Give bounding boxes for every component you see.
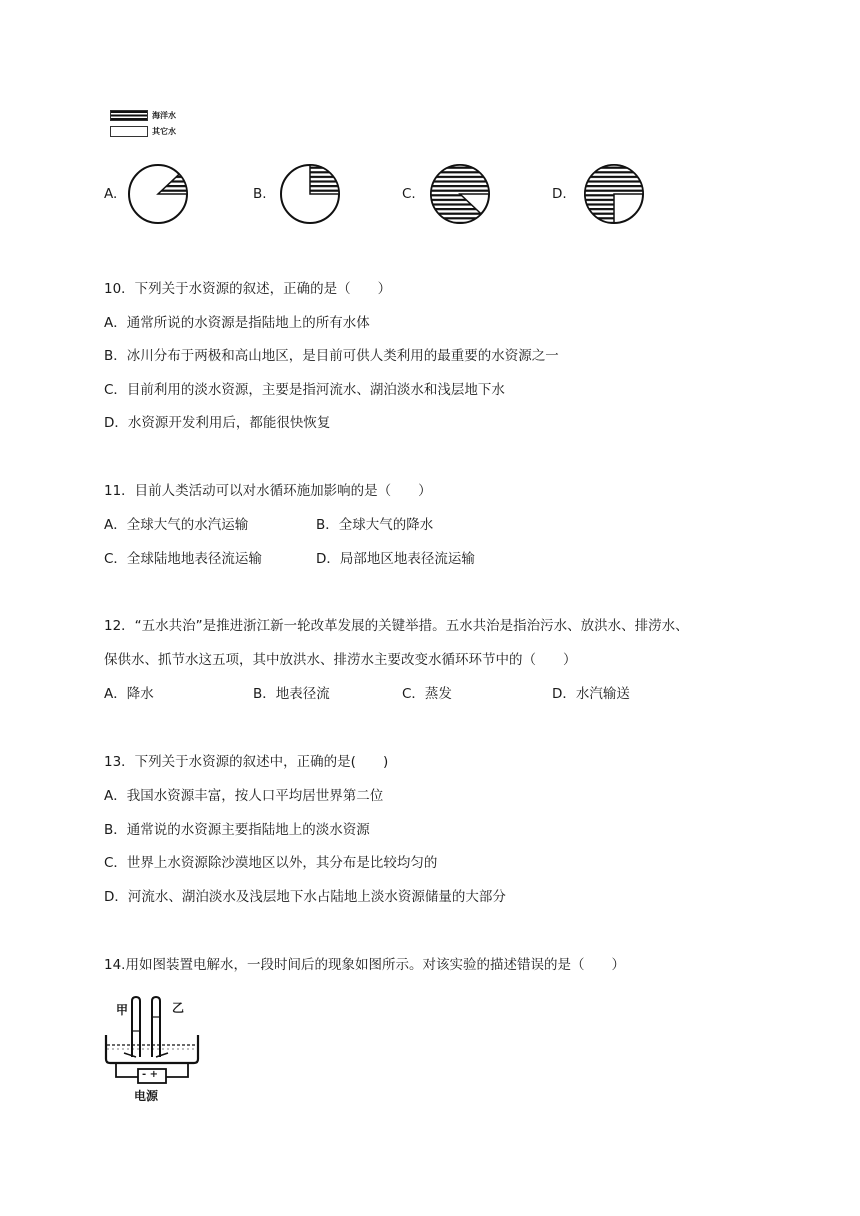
other-water-swatch bbox=[110, 126, 148, 137]
q12-option-b: B．地表径流 bbox=[253, 686, 330, 702]
power-signs: - + bbox=[142, 1069, 159, 1080]
ocean-water-sector bbox=[310, 165, 339, 194]
q11-option-a: A．全球大气的水汽运输 bbox=[104, 517, 249, 533]
option-d-label: D. bbox=[552, 186, 567, 202]
option-b-label: B. bbox=[253, 186, 267, 202]
q11-option-b: B．全球大气的降水 bbox=[316, 517, 434, 533]
q10-option-c: C．目前利用的淡水资源，主要是指河流水、湖泊淡水和浅层地下水 bbox=[104, 382, 505, 398]
ocean-water-sector bbox=[431, 165, 489, 223]
q10-stem: 10．下列关于水资源的叙述，正确的是（ ） bbox=[104, 281, 392, 297]
legend-ocean-label: 海洋水 bbox=[152, 110, 176, 120]
label-jia: 甲 bbox=[116, 1003, 129, 1017]
q13-stem: 13．下列关于水资源的叙述中，正确的是( ) bbox=[104, 754, 389, 770]
q10-option-d: D．水资源开发利用后，都能很快恢复 bbox=[104, 415, 331, 431]
option-a-label: A. bbox=[104, 186, 118, 202]
ocean-water-swatch bbox=[110, 110, 148, 121]
label-yi: 乙 bbox=[172, 1001, 185, 1015]
power-label: 电源 bbox=[134, 1089, 159, 1103]
q11-stem: 11．目前人类活动可以对水循环施加影响的是（ ） bbox=[104, 483, 432, 499]
electrolysis-apparatus-figure bbox=[102, 995, 202, 1105]
q14-stem: 14.用如图装置电解水，一段时间后的现象如图所示。对该实验的描述错误的是（ ） bbox=[104, 957, 625, 973]
q12-option-c: C．蒸发 bbox=[402, 686, 452, 702]
q11-option-d: D．局部地区地表径流运输 bbox=[316, 551, 475, 567]
q13-option-d: D．河流水、湖泊淡水及浅层地下水占陆地上淡水资源储量的大部分 bbox=[104, 889, 506, 905]
pie-option-a bbox=[126, 162, 190, 226]
pie-option-d bbox=[582, 162, 646, 226]
q12-stem-line1: 12．“五水共治”是推进浙江新一轮改革发展的关键举措。五水共治是指治污水、放洪水、排涝水、 bbox=[104, 618, 689, 634]
q13-option-b: B．通常说的水资源主要指陆地上的淡水资源 bbox=[104, 822, 370, 838]
q13-option-c: C．世界上水资源除沙漠地区以外，其分布是比较均匀的 bbox=[104, 855, 438, 871]
q10-option-b: B．冰川分布于两极和高山地区，是目前可供人类利用的最重要的水资源之一 bbox=[104, 348, 559, 364]
q12-stem-line2: 保供水、抓节水这五项，其中放洪水、排涝水主要改变水循环环节中的（ ） bbox=[104, 652, 577, 668]
q12-option-a: A．降水 bbox=[104, 686, 154, 702]
pie-option-c bbox=[428, 162, 492, 226]
q12-option-d: D．水汽输送 bbox=[552, 686, 630, 702]
legend-other-label: 其它水 bbox=[152, 126, 176, 136]
q10-option-a: A．通常所说的水资源是指陆地上的所有水体 bbox=[104, 315, 370, 331]
q13-option-a: A．我国水资源丰富，按人口平均居世界第二位 bbox=[104, 788, 384, 804]
pie-option-b bbox=[278, 162, 342, 226]
option-c-label: C. bbox=[402, 186, 416, 202]
q11-option-c: C．全球陆地地表径流运输 bbox=[104, 551, 262, 567]
